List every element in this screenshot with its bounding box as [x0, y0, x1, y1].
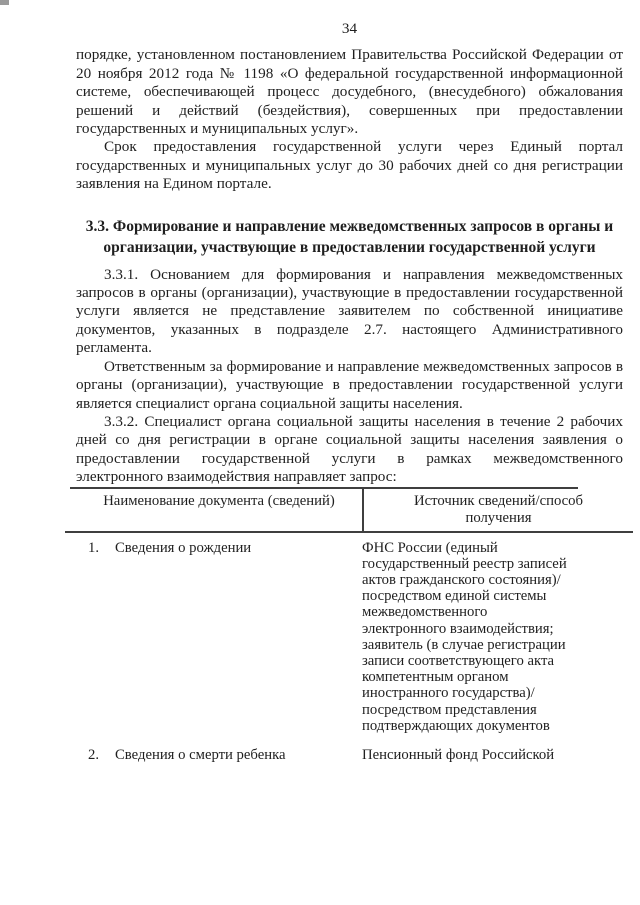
row-source: ФНС России (единый государственный реестр записей актов гражданского состояния)/посредством единой системы межведомственного электронного взаимодействия; заявитель (в случае регистрации записи соответствующего акта компетентным органом иностранного государства)/посредством представления подтверждающих документов [362, 539, 567, 734]
interagency-requests-table [70, 487, 633, 764]
section-heading-3-3: 3.3. Формирование и направление межведомственных запросов в органы и организации, участвующие в предоставлении государственной услуги [85, 217, 614, 256]
row-number: 1. [88, 539, 100, 556]
paragraph-service-term: Срок предоставления государственной услуги через Единый портал государственных и муниципальных услуг до 30 рабочих дней со дня регистрации заявления на Едином портале. [76, 138, 623, 193]
paragraph-3-3-1: 3.3.1. Основанием для формирования и направления межведомственных запросов в органы (организации), участвующие в предоставлении государственной услуги является не представление заявителем по собственной инициативе документов, указанных в подразделе 2.7. настоящего Административного регламента. [76, 265, 623, 357]
page-number: 34 [341, 20, 358, 37]
paragraph-responsible: Ответственным за формирование и направление межведомственных запросов в органы (организации), участвующие в предоставлении государственной услуги является специалист органа социальной защиты населения. [76, 357, 623, 412]
row-document-name: Сведения о рождении [115, 539, 252, 556]
row-document-name: Сведения о смерти ребенка [115, 746, 286, 763]
table-row [70, 734, 633, 763]
paragraph-3-3-2: 3.3.2. Специалист органа социальной защиты населения в течение 2 рабочих дней со дня регистрации в органе социальной защиты населения заявления о предоставлении государственной услуги в рамках межведомственного электронного взаимодействия направляет запрос: [76, 412, 623, 486]
row-number: 2. [88, 746, 100, 763]
table-header-source-text: Источник сведений/способ получения [414, 492, 583, 527]
table-header-row [70, 489, 633, 531]
scan-artifact [0, 0, 9, 5]
table-row [70, 533, 633, 734]
paragraph-continuation: порядке, установленном постановлением Правительства Российской Федерации от 20 ноября 2012 года № 1198 «О федеральной государственной информационной системе, обеспечивающей процесс досудебного, (внесудебного) обжалования решений и действий (бездействия), совершенных при предоставлении государственных и муниципальных услуг». [76, 46, 623, 138]
table-header-source [362, 489, 633, 531]
table-header-document-name: Наименование документа (сведений) [103, 492, 335, 509]
row-source: Пенсионный фонд Российской [362, 746, 555, 763]
